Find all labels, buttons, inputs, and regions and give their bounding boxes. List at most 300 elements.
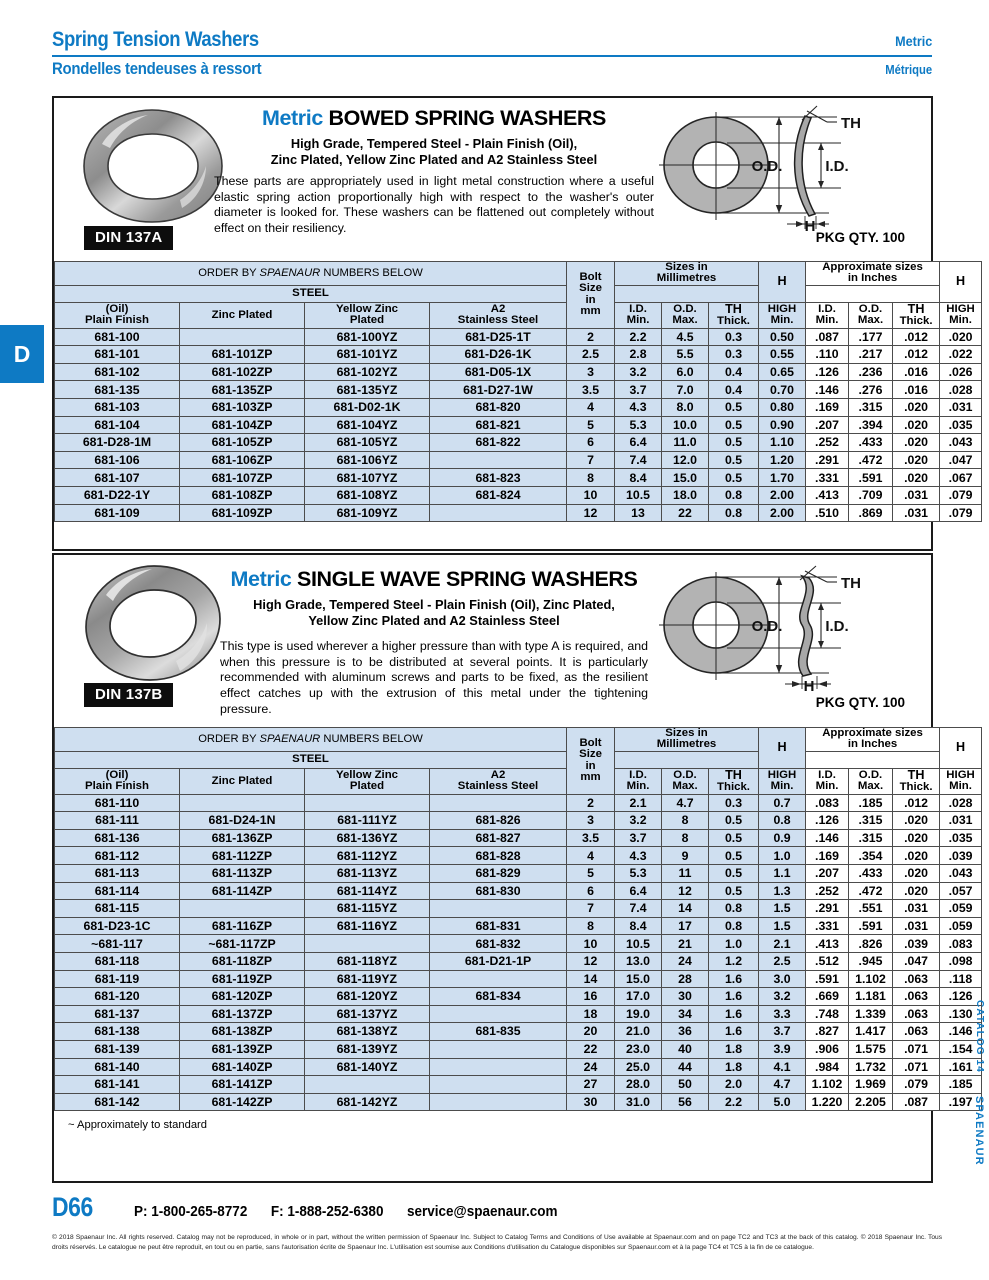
table-cell: .020 [893, 416, 940, 434]
table-cell: 1.8 [709, 1040, 759, 1058]
table-cell: 681-120YZ [305, 988, 430, 1006]
table-cell: .154 [940, 1040, 982, 1058]
table-cell: 0.4 [709, 381, 759, 399]
table-cell: 16 [567, 988, 615, 1006]
bowed-heading-main: BOWED SPRING WASHERS [328, 106, 606, 130]
table-cell: 681-D27-1W [430, 381, 567, 399]
page-footer [52, 1192, 942, 1253]
footer-email[interactable]: service@spaenaur.com [407, 1203, 558, 1220]
table-cell: 681-D24-1N [180, 812, 305, 830]
table-cell: 27 [567, 1076, 615, 1094]
table-cell: 9 [662, 847, 709, 865]
bowed-th-steel: STEEL [55, 285, 567, 302]
table-cell: 681-D23-1C [55, 917, 180, 935]
table-cell: 681-136ZP [180, 829, 305, 847]
table-cell: .827 [806, 1023, 849, 1041]
table-row [55, 812, 982, 830]
table-cell: .126 [806, 363, 849, 381]
table-cell [305, 1076, 430, 1094]
table-cell: .118 [940, 970, 982, 988]
bowed-th-h-mm: H [759, 262, 806, 303]
footer-phone: P: 1-800-265-8772 [134, 1203, 248, 1220]
bowed-th-hhigh-in: HIGH Min. [940, 302, 982, 328]
table-cell: 2.5 [759, 952, 806, 970]
table-cell: 681-118 [55, 952, 180, 970]
table-cell: .063 [893, 1005, 940, 1023]
table-cell: 3.7 [615, 381, 662, 399]
table-cell: ~681-117ZP [180, 935, 305, 953]
table-cell [430, 1076, 567, 1094]
table-cell: 3.2 [615, 363, 662, 381]
table-cell: 1.6 [709, 970, 759, 988]
table-cell: .031 [893, 900, 940, 918]
table-cell: 44 [662, 1058, 709, 1076]
table-cell: 0.5 [709, 451, 759, 469]
table-cell: 6.4 [615, 882, 662, 900]
din-badge-137b: DIN 137B [84, 683, 173, 707]
table-cell: .022 [940, 346, 982, 364]
table-cell: 30 [567, 1093, 615, 1111]
table-cell: 6.0 [662, 363, 709, 381]
table-cell: 681-101YZ [305, 346, 430, 364]
table-cell: .071 [893, 1058, 940, 1076]
svg-text:O.D.: O.D. [751, 158, 783, 175]
table-row [55, 988, 982, 1006]
din-badge-137a: DIN 137A [84, 226, 173, 250]
sw-th-steel: STEEL [55, 751, 567, 768]
table-cell: 8 [662, 812, 709, 830]
table-cell: .047 [940, 451, 982, 469]
table-cell: 0.5 [709, 434, 759, 452]
table-cell: 681-137 [55, 1005, 180, 1023]
table-cell: 0.80 [759, 399, 806, 417]
table-cell: 4.5 [662, 328, 709, 346]
table-cell: .315 [849, 812, 893, 830]
table-cell: 3.7 [615, 829, 662, 847]
table-cell: .207 [806, 416, 849, 434]
bowed-th-id-in: I.D. Min. [806, 302, 849, 328]
table-cell: 681-109YZ [305, 504, 430, 522]
table-cell: .169 [806, 847, 849, 865]
table-cell: .472 [849, 882, 893, 900]
table-row [55, 882, 982, 900]
table-cell: 681-142 [55, 1093, 180, 1111]
table-cell: 1.6 [709, 988, 759, 1006]
table-cell: .035 [940, 829, 982, 847]
section-tab-d[interactable]: D [0, 325, 44, 383]
table-cell [430, 1058, 567, 1076]
table-cell: 681-D22-1Y [55, 486, 180, 504]
table-cell: 681-109 [55, 504, 180, 522]
table-cell: 19.0 [615, 1005, 662, 1023]
bowed-th-hhigh-mm: HIGH Min. [759, 302, 806, 328]
table-cell: 681-100 [55, 328, 180, 346]
table-cell: 8.0 [662, 399, 709, 417]
table-cell: 2.205 [849, 1093, 893, 1111]
table-cell: 0.7 [759, 794, 806, 812]
table-cell: 681-101ZP [180, 346, 305, 364]
bowed-th-zinc: Zinc Plated [180, 302, 305, 328]
table-cell: .110 [806, 346, 849, 364]
table-cell: .031 [893, 486, 940, 504]
table-cell: 681-D28-1M [55, 434, 180, 452]
table-cell: 681-834 [430, 988, 567, 1006]
table-cell: 681-114ZP [180, 882, 305, 900]
table-cell: 0.3 [709, 346, 759, 364]
table-cell: 8 [567, 917, 615, 935]
table-cell: 681-112YZ [305, 847, 430, 865]
table-cell: 681-116ZP [180, 917, 305, 935]
table-cell: 28 [662, 970, 709, 988]
table-cell: 1.8 [709, 1058, 759, 1076]
table-cell: 681-141ZP [180, 1076, 305, 1094]
bowed-subtitle-line-1: High Grade, Tempered Steel - Plain Finish (Oil), [290, 136, 578, 151]
table-cell: 681-826 [430, 812, 567, 830]
table-cell [305, 794, 430, 812]
table-cell: 0.90 [759, 416, 806, 434]
sw-th-hhigh-in: HIGH Min. [940, 768, 982, 794]
table-cell: 1.969 [849, 1076, 893, 1094]
header-unit-label-french: Métrique [885, 63, 932, 77]
table-cell: 1.70 [759, 469, 806, 487]
table-cell: 1.5 [759, 917, 806, 935]
table-cell: .028 [940, 381, 982, 399]
table-cell: .079 [940, 504, 982, 522]
table-cell: 10.0 [662, 416, 709, 434]
table-cell: 12 [567, 504, 615, 522]
bowed-spec-table [54, 261, 982, 522]
bowed-th-yellow: Yellow Zinc Plated [305, 302, 430, 328]
table-cell: .185 [940, 1076, 982, 1094]
table-cell: 0.5 [709, 865, 759, 883]
table-cell: 681-822 [430, 434, 567, 452]
footer-contact [134, 1203, 577, 1220]
table-row [55, 900, 982, 918]
table-cell: .291 [806, 451, 849, 469]
table-cell: 681-137ZP [180, 1005, 305, 1023]
table-cell: 681-135YZ [305, 381, 430, 399]
page-title-french: Rondelles tendeuses à ressort [52, 59, 262, 78]
table-cell: 10.5 [615, 486, 662, 504]
sw-th-hhigh-mm: HIGH Min. [759, 768, 806, 794]
table-cell [430, 900, 567, 918]
table-cell: 2.2 [709, 1093, 759, 1111]
table-cell: 1.0 [759, 847, 806, 865]
table-row [55, 829, 982, 847]
table-cell: 681-138 [55, 1023, 180, 1041]
table-cell: 681-104YZ [305, 416, 430, 434]
single-wave-spec-table [54, 727, 982, 1111]
table-cell: 1.2 [709, 952, 759, 970]
table-cell: 24 [662, 952, 709, 970]
table-cell: 681-821 [430, 416, 567, 434]
table-cell: .039 [893, 935, 940, 953]
table-cell: 681-104 [55, 416, 180, 434]
table-cell: 681-823 [430, 469, 567, 487]
table-row [55, 486, 982, 504]
table-cell: 681-820 [430, 399, 567, 417]
table-cell: 7 [567, 900, 615, 918]
bowed-th-th-in: TH Thick. [893, 302, 940, 328]
table-cell: 3.5 [567, 381, 615, 399]
bowed-table-body [55, 328, 982, 522]
table-cell: 681-113YZ [305, 865, 430, 883]
table-cell: 36 [662, 1023, 709, 1041]
sw-th-a2: A2 Stainless Steel [430, 768, 567, 794]
table-cell: 3.2 [615, 812, 662, 830]
svg-text:O.D.: O.D. [751, 618, 783, 635]
table-cell: .433 [849, 434, 893, 452]
table-row [55, 504, 982, 522]
single-wave-heading [214, 567, 654, 592]
table-cell: .906 [806, 1040, 849, 1058]
table-cell: 681-108ZP [180, 486, 305, 504]
table-cell: 4.7 [759, 1076, 806, 1094]
table-cell: 681-111 [55, 812, 180, 830]
table-cell: .984 [806, 1058, 849, 1076]
table-cell: .236 [849, 363, 893, 381]
table-cell: 1.102 [806, 1076, 849, 1094]
table-cell: 681-137YZ [305, 1005, 430, 1023]
table-cell: .079 [940, 486, 982, 504]
sw-th-mm-group: Sizes in Millimetres [615, 728, 759, 752]
table-cell: 0.9 [759, 829, 806, 847]
svg-text:H: H [804, 218, 816, 235]
table-cell: 681-D25-1T [430, 328, 567, 346]
table-cell: 681-138YZ [305, 1023, 430, 1041]
table-cell: 3.0 [759, 970, 806, 988]
bowed-th-order-by: ORDER BY SPAENAUR NUMBERS BELOW [55, 262, 567, 286]
table-cell: 3.9 [759, 1040, 806, 1058]
table-cell: .059 [940, 900, 982, 918]
table-cell: .252 [806, 882, 849, 900]
table-cell: .551 [849, 900, 893, 918]
sw-th-mm-spacer [615, 751, 759, 768]
sw-th-th-in: TH Thick. [893, 768, 940, 794]
table-cell: 681-107 [55, 469, 180, 487]
table-cell: 681-120ZP [180, 988, 305, 1006]
table-cell: 10 [567, 486, 615, 504]
bowed-th-h-in: H [940, 262, 982, 303]
bowed-th-in-group: Approximate sizes in Inches [806, 262, 940, 286]
table-cell: 3 [567, 812, 615, 830]
table-cell: 681-119 [55, 970, 180, 988]
table-cell: .394 [849, 416, 893, 434]
table-cell: .031 [940, 399, 982, 417]
table-cell: 21 [662, 935, 709, 953]
sw-th-order-by: ORDER BY SPAENAUR NUMBERS BELOW [55, 728, 567, 752]
bowed-subtitle-line-2: Zinc Plated, Yellow Zinc Plated and A2 Stainless Steel [270, 152, 598, 168]
table-row [55, 1076, 982, 1094]
svg-text:H: H [803, 678, 815, 695]
table-cell: 681-102 [55, 363, 180, 381]
table-cell [430, 1005, 567, 1023]
table-cell: 681-119ZP [180, 970, 305, 988]
table-cell: 681-D21-1P [430, 952, 567, 970]
table-cell: 7.0 [662, 381, 709, 399]
table-cell: 5.3 [615, 865, 662, 883]
table-cell: 8.4 [615, 917, 662, 935]
table-cell: 681-140ZP [180, 1058, 305, 1076]
table-cell: 681-824 [430, 486, 567, 504]
table-cell: 0.50 [759, 328, 806, 346]
table-cell: .083 [806, 794, 849, 812]
single-wave-subtitle [214, 597, 654, 630]
table-cell: 681-135ZP [180, 381, 305, 399]
table-cell: .057 [940, 882, 982, 900]
table-cell: 0.5 [709, 469, 759, 487]
table-cell: 17.0 [615, 988, 662, 1006]
table-cell: .063 [893, 1023, 940, 1041]
table-row [55, 952, 982, 970]
table-cell: 7 [567, 451, 615, 469]
table-cell: 8 [567, 469, 615, 487]
table-cell: 6 [567, 882, 615, 900]
table-row [55, 328, 982, 346]
table-row [55, 469, 982, 487]
header-unit-label: Metric [894, 33, 932, 49]
table-cell: 4 [567, 399, 615, 417]
table-cell: 681-118YZ [305, 952, 430, 970]
footer-fax: F: 1-888-252-6380 [270, 1203, 384, 1220]
table-cell: 3.7 [759, 1023, 806, 1041]
header-divider [52, 55, 932, 57]
bowed-th-th-mm: TH Thick. [709, 302, 759, 328]
table-cell: 681-136 [55, 829, 180, 847]
table-cell: 5.3 [615, 416, 662, 434]
table-cell: 4.3 [615, 847, 662, 865]
table-cell: 681-103 [55, 399, 180, 417]
table-cell: 681-111YZ [305, 812, 430, 830]
table-cell: 2.0 [709, 1076, 759, 1094]
table-cell: 681-109ZP [180, 504, 305, 522]
table-cell: 681-120 [55, 988, 180, 1006]
single-wave-pkg-qty: PKG QTY. 100 [815, 695, 905, 710]
table-cell: 1.102 [849, 970, 893, 988]
table-cell: 1.1 [759, 865, 806, 883]
table-cell: .169 [806, 399, 849, 417]
table-cell: 0.8 [759, 812, 806, 830]
table-cell: .291 [806, 900, 849, 918]
table-cell: 681-106ZP [180, 451, 305, 469]
bowed-description: These parts are appropriately used in light metal construction where a useful elastic spring action proportionally high with respect to the washer's outer diameter is looked for. These washers can be flattened out completely without effect on their resiliency. [214, 173, 654, 235]
table-cell: .028 [940, 794, 982, 812]
table-cell: 2.5 [567, 346, 615, 364]
table-cell: .591 [806, 970, 849, 988]
table-cell: 20 [567, 1023, 615, 1041]
table-cell: .020 [893, 469, 940, 487]
table-cell: 681-112ZP [180, 847, 305, 865]
table-cell [430, 451, 567, 469]
table-cell: .020 [893, 847, 940, 865]
table-cell: 8.4 [615, 469, 662, 487]
bowed-th-bolt-size: Bolt Size in mm [567, 262, 615, 329]
table-cell: 681-110 [55, 794, 180, 812]
table-cell: 17 [662, 917, 709, 935]
table-cell: 2.00 [759, 504, 806, 522]
table-cell: .146 [806, 829, 849, 847]
table-row [55, 363, 982, 381]
table-cell: 0.5 [709, 882, 759, 900]
table-cell: 681-D05-1X [430, 363, 567, 381]
table-cell: 11.0 [662, 434, 709, 452]
single-wave-heading-main: SINGLE WAVE SPRING WASHERS [297, 567, 638, 591]
sw-th-bolt-size: Bolt Size in mm [567, 728, 615, 795]
table-cell: 23.0 [615, 1040, 662, 1058]
bowed-th-mm-spacer [615, 285, 759, 302]
table-cell: 681-107ZP [180, 469, 305, 487]
table-cell: 681-140 [55, 1058, 180, 1076]
table-cell: 0.70 [759, 381, 806, 399]
bowed-heading [214, 106, 654, 131]
table-row [55, 416, 982, 434]
table-cell: 2.8 [615, 346, 662, 364]
single-wave-description: This type is used wherever a higher pressure than with type A is required, and when this pressure is to be distributed at several points. It is particularly recommended with aluminum screws and parts to be fixed, as the resilient effect catches up with the extrusion of this metal under the tightening pressure. [220, 638, 648, 716]
table-cell: 18 [567, 1005, 615, 1023]
page-title: Spring Tension Washers [52, 28, 259, 51]
table-cell: 12 [662, 882, 709, 900]
sw-th-od-mm: O.D. Max. [662, 768, 709, 794]
svg-text:TH: TH [841, 115, 861, 132]
table-cell: 2 [567, 794, 615, 812]
table-cell: 8 [662, 829, 709, 847]
single-wave-heading-metric: Metric [230, 567, 292, 591]
table-cell: 0.3 [709, 794, 759, 812]
table-cell: 681-115YZ [305, 900, 430, 918]
table-cell: 681-119YZ [305, 970, 430, 988]
table-cell: 4.7 [662, 794, 709, 812]
table-cell: 5.5 [662, 346, 709, 364]
table-cell: 2.1 [615, 794, 662, 812]
single-wave-title-block [214, 567, 654, 718]
table-cell: 11 [662, 865, 709, 883]
svg-text:TH: TH [841, 575, 861, 592]
table-row [55, 917, 982, 935]
table-cell: 681-D02-1K [305, 399, 430, 417]
table-row [55, 399, 982, 417]
table-cell: 34 [662, 1005, 709, 1023]
table-cell: 0.5 [709, 399, 759, 417]
table-cell: .043 [940, 865, 982, 883]
table-cell: 681-831 [430, 917, 567, 935]
table-cell: 3.2 [759, 988, 806, 1006]
table-cell: .020 [893, 882, 940, 900]
table-cell: .709 [849, 486, 893, 504]
bowed-th-mm-group: Sizes in Millimetres [615, 262, 759, 286]
table-cell: 0.8 [709, 504, 759, 522]
table-row [55, 1005, 982, 1023]
table-cell: 681-103ZP [180, 399, 305, 417]
table-cell: 4 [567, 847, 615, 865]
table-row [55, 434, 982, 452]
table-cell: 3.5 [567, 829, 615, 847]
table-cell: 681-835 [430, 1023, 567, 1041]
table-cell: .869 [849, 504, 893, 522]
table-cell: 681-115 [55, 900, 180, 918]
table-cell [430, 794, 567, 812]
table-cell: 681-113 [55, 865, 180, 883]
table-cell: 0.5 [709, 812, 759, 830]
sw-th-in-group: Approximate sizes in Inches [806, 728, 940, 752]
table-cell: .071 [893, 1040, 940, 1058]
sw-th-id-mm: I.D. Min. [615, 768, 662, 794]
table-cell: 681-108YZ [305, 486, 430, 504]
table-cell: 681-142YZ [305, 1093, 430, 1111]
table-row [55, 1023, 982, 1041]
sw-th-th-mm: TH Thick. [709, 768, 759, 794]
table-cell: 1.181 [849, 988, 893, 1006]
table-cell: 50 [662, 1076, 709, 1094]
